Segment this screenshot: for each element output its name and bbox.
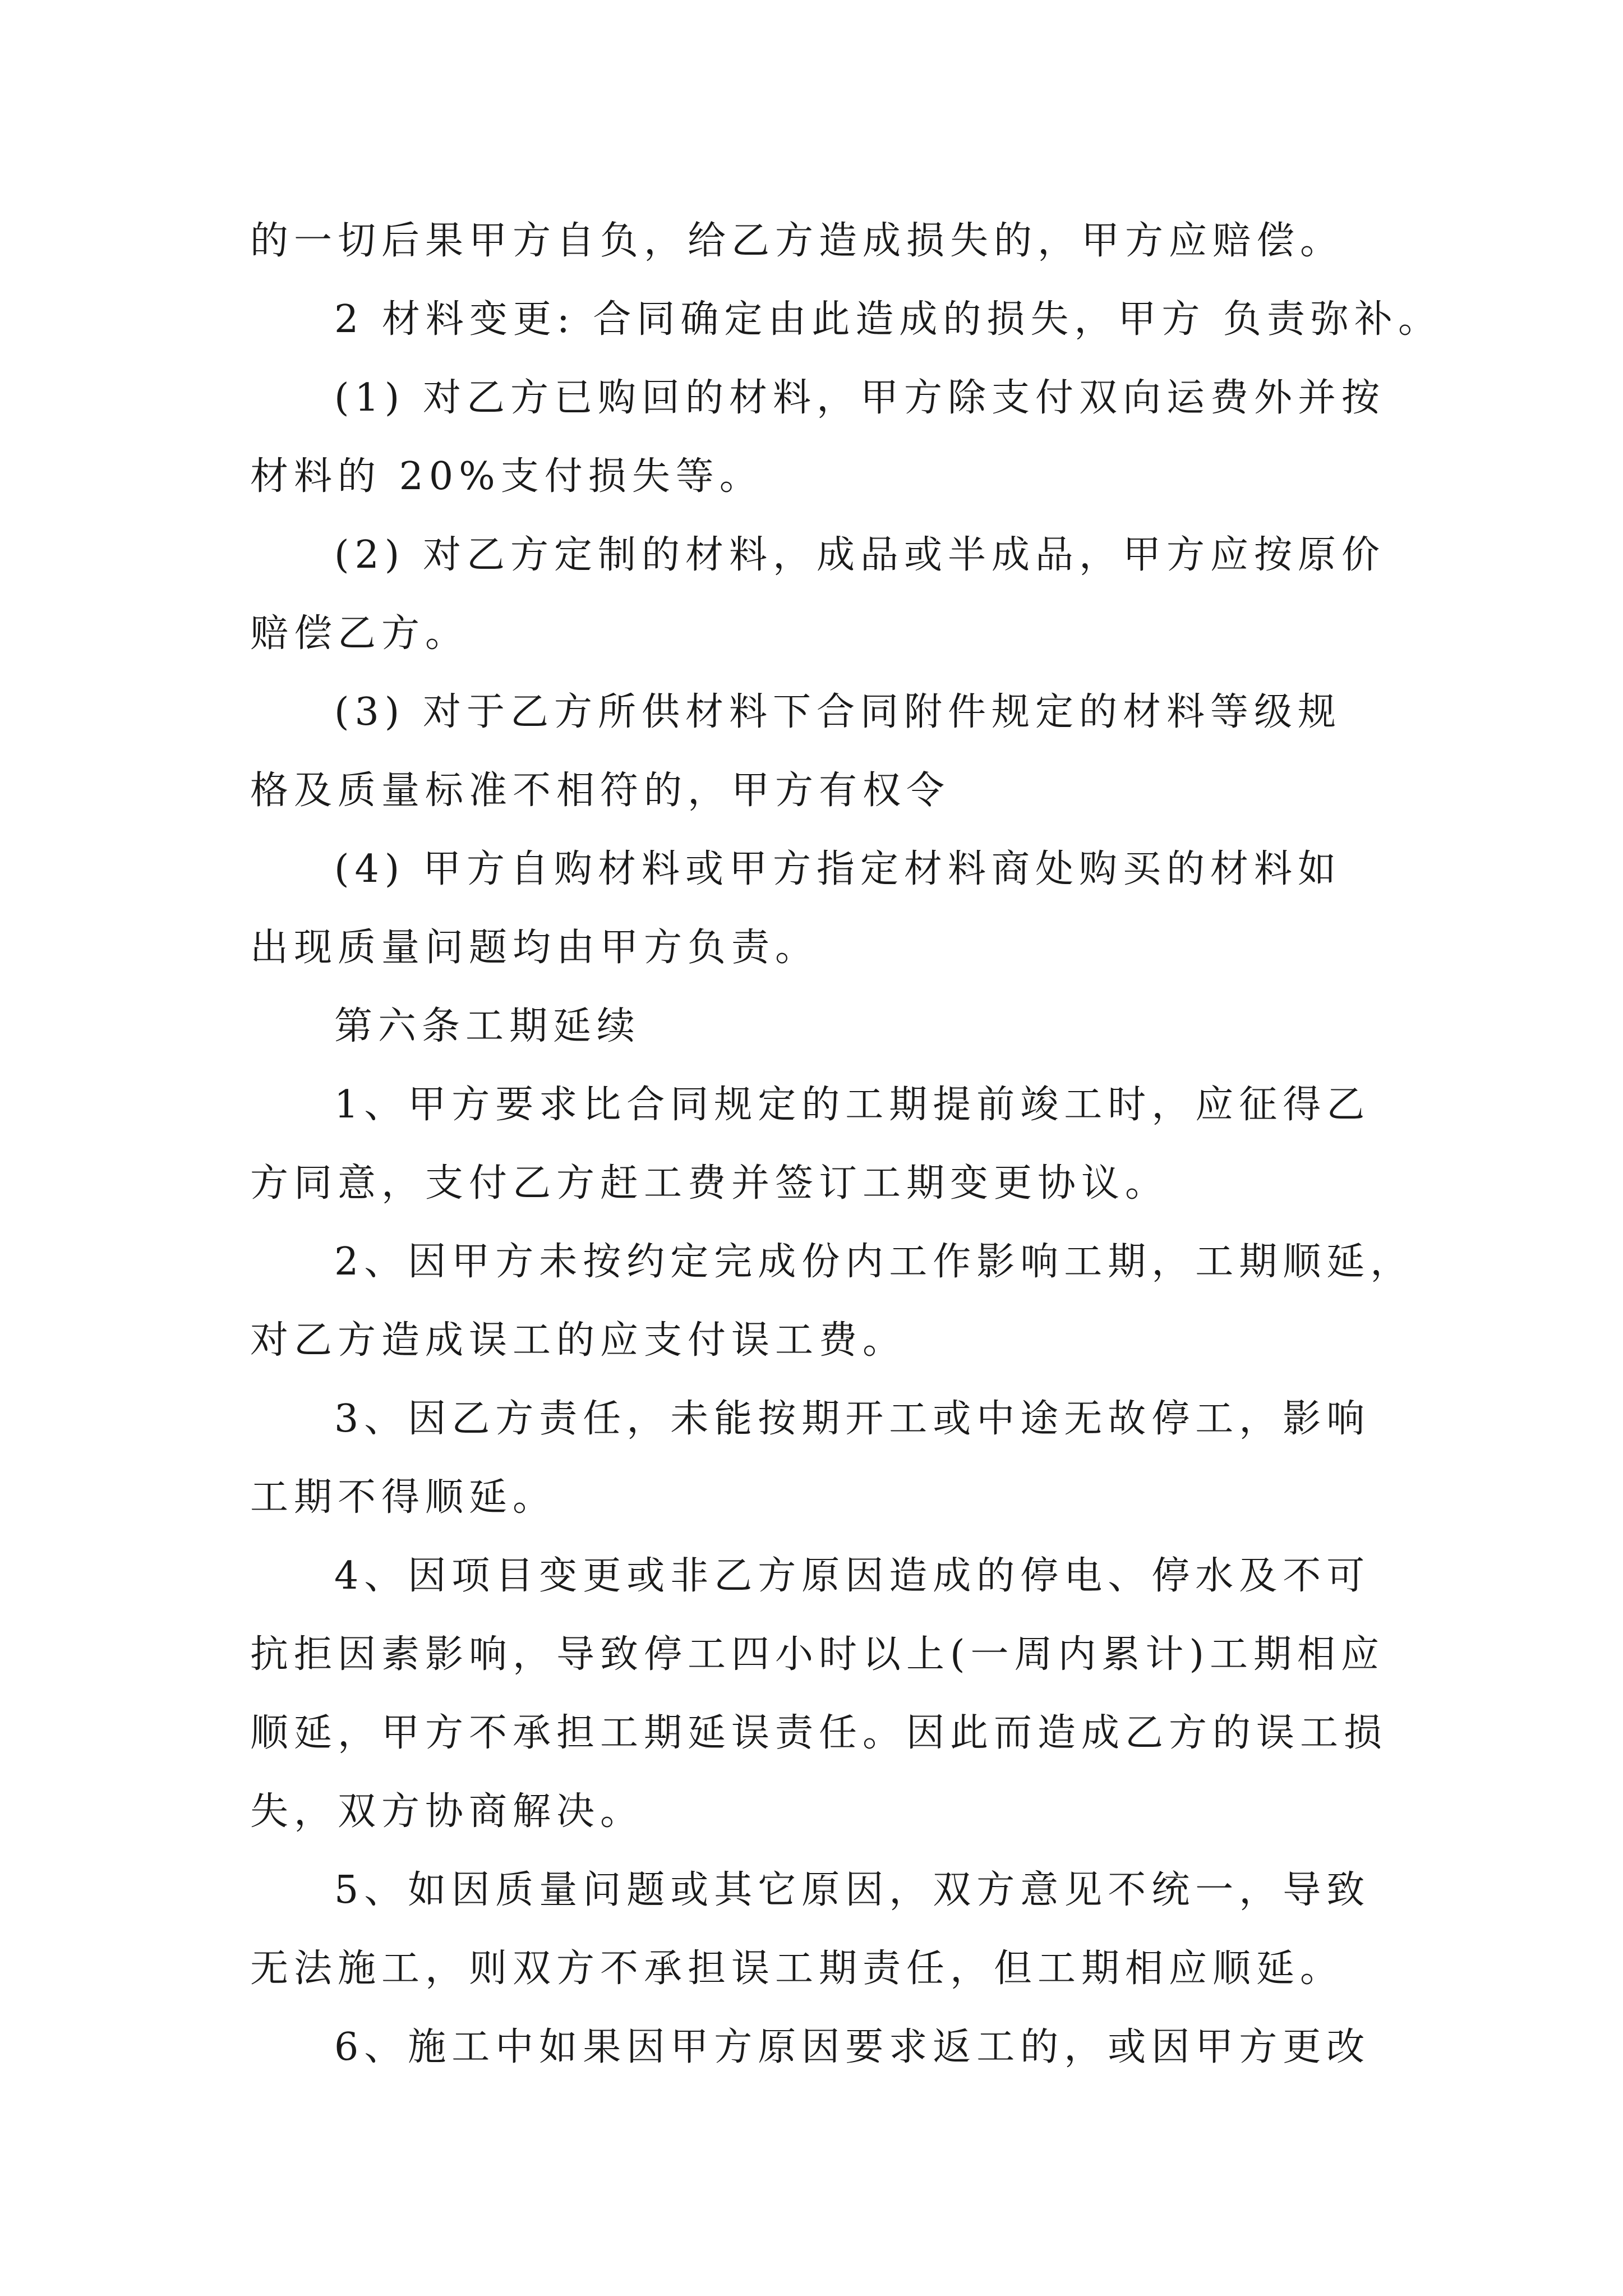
text-line: 格及质量标准不相符的，甲方有权令	[250, 769, 951, 813]
text-line: 1、甲方要求比合同规定的工期提前竣工时，应征得乙	[334, 1083, 1371, 1127]
text-line: 的一切后果甲方自负，给乙方造成损失的，甲方应赔偿。	[250, 219, 1344, 263]
text-line: (2) 对乙方定制的材料，成品或半成品，甲方应按原价	[334, 533, 1385, 577]
document-body	[250, 202, 1442, 2087]
text-line: (3) 对于乙方所供材料下合同附件规定的材料等级规	[334, 690, 1341, 734]
text-line: 无法施工，则双方不承担误工期责任，但工期相应顺延。	[250, 1947, 1344, 1991]
text-line: 工期不得顺延。	[250, 1475, 557, 1520]
text-line: 对乙方造成误工的应支付误工费。	[250, 1318, 907, 1363]
text-line: 4、因项目变更或非乙方原因造成的停电、停水及不可	[334, 1554, 1371, 1598]
section-heading: 第六条工期延续	[334, 1004, 641, 1048]
text-line: 抗拒因素影响，导致停工四小时以上(一周内累计)工期相应	[250, 1632, 1385, 1677]
text-line: 顺延，甲方不承担工期延误责任。因此而造成乙方的误工损	[250, 1711, 1388, 1755]
text-line: 3、因乙方责任，未能按期开工或中途无故停工，影响	[334, 1397, 1371, 1441]
text-line: 6、施工中如果因甲方原因要求返工的，或因甲方更改	[334, 2025, 1371, 2069]
text-line: 材料的 20%支付损失等。	[250, 454, 763, 499]
text-line: 5、如因质量问题或其它原因，双方意见不统一，导致	[334, 1868, 1371, 1912]
text-line: (1) 对乙方已购回的材料，甲方除支付双向运费外并按	[334, 376, 1385, 420]
text-line: 赔偿乙方。	[250, 611, 469, 656]
text-line: 2、因甲方未按约定完成份内工作影响工期，工期顺延，	[334, 1240, 1414, 1284]
text-line: 2 材料变更: 合同确定由此造成的损失，甲方 负责弥补。	[334, 297, 1442, 342]
text-line: (4) 甲方自购材料或甲方指定材料商处购买的材料如	[334, 847, 1341, 891]
text-line: 方同意，支付乙方赶工费并签订工期变更协议。	[250, 1161, 1169, 1205]
text-line: 失，双方协商解决。	[250, 1789, 644, 1834]
text-line: 出现质量问题均由甲方负责。	[250, 926, 819, 970]
